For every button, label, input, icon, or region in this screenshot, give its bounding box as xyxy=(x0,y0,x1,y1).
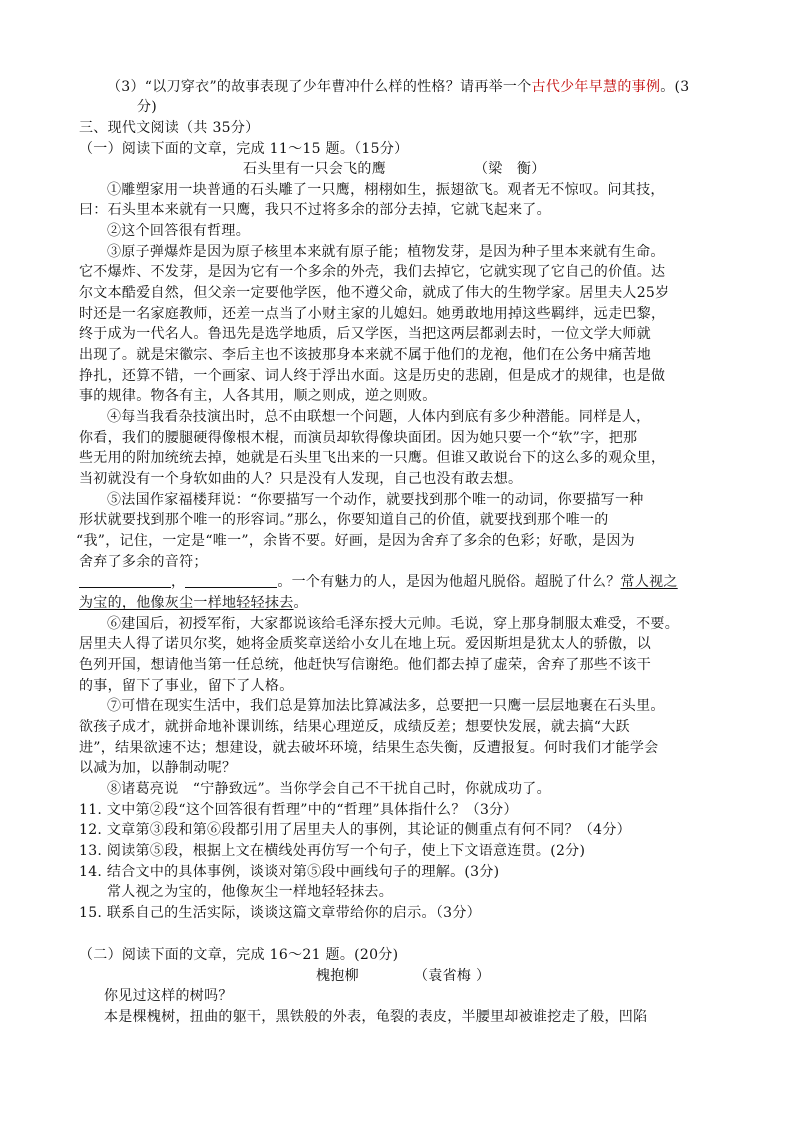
para2: ②这个回答很有哲理。 xyxy=(107,223,250,239)
para3-line6: 出现了。就是宋徽宗、李后主也不该披那身本来就不属于他们的龙袍，他们在公务中痛苦地 xyxy=(79,347,651,363)
para3-line1: ③原子弹爆炸是因为原子核里本来就有原子能；植物发芽，是因为种子里本来就有生命。 xyxy=(107,244,665,260)
para4-line3: 些无用的附加统统去掉，她就是石头里飞出来的一只鹰。但谁又敢说台下的这么多的观众里， xyxy=(79,450,666,466)
question-12: 12. 文章第③段和第⑥段都引用了居里夫人的事例，其论证的侧重点有何不同？（4分） xyxy=(79,822,631,838)
question-13: 13. 阅读第⑤段，根据上文在横线处再仿写一个句子，使上下文语意连贯。(2分) xyxy=(79,843,586,859)
question-3: （3）“以刀穿衣”的故事表现了少年曹冲什么样的性格？请再举一个古代少年早慧的事例。(3 xyxy=(107,79,690,95)
highlight-example: 的事例 xyxy=(617,79,661,95)
question-14: 14. 结合文中的具体事例，谈谈对第⑤段中画线句子的理解。(3分) xyxy=(79,864,500,880)
para3-line5: 终于成为一代名人。鲁迅先是选学地质，后又学医，当把这两层都剥去时，一位文学大师就 xyxy=(79,326,651,342)
para3-line3: 尔文本酷爱自然，但父亲一定要他学医，他不遵父命，就成了伟大的生物学家。居里夫人25岁 xyxy=(79,285,670,301)
para1-line1: ①雕塑家用一块普通的石头雕了一只鹰，栩栩如生，振翅欲飞。观者无不惊叹。问其技， xyxy=(107,182,665,198)
question-14-quote: 常人视之为宝的，他像灰尘一样地轻轻抹去。 xyxy=(107,884,393,900)
question-3-cont: 分) xyxy=(137,99,158,115)
part2-instruction: （二）阅读下面的文章，完成 16～21 题。(20分) xyxy=(79,947,399,963)
article2-author: （袁省梅 ） xyxy=(414,968,491,984)
para5-line3: “我”，记住，一定是“唯一”，余皆不要。好画，是因为舍弃了多余的色彩；好歌，是因为 xyxy=(76,533,635,549)
para7-line4: 以减为加，以静制动呢？ xyxy=(79,760,237,776)
para4-line1: ④每当我看杂技演出时，总不由联想一个问题，人体内到底有多少种潜能。同样是人， xyxy=(107,409,651,425)
para3-line8: 事的规律。物各有主，人各其用，顺之则成，逆之则败。 xyxy=(79,388,437,404)
para5-line5: ， 。一个有魅力的人，是因为他超凡脱俗。超脱了什么？常人视之 xyxy=(79,572,678,593)
question-15: 15. 联系自己的生活实际，谈谈这篇文章带给你的启示。（3分） xyxy=(79,905,481,921)
para4-line4: 当初就没有一个身软如曲的人？只是没有人发现，自己也没有敢去想。 xyxy=(79,471,523,487)
article2-title: 槐抱柳 xyxy=(316,968,359,984)
para6-line2: 居里夫人得了诺贝尔奖，她将金质奖章送给小女儿在地上玩。爱因斯坦是犹太人的骄傲，以 xyxy=(79,636,651,652)
part1-instruction: （一）阅读下面的文章，完成 11～15 题。（15分） xyxy=(79,141,409,157)
underlined-sentence-part1: 常人视之 xyxy=(620,574,678,590)
underlined-sentence-part2: 为宝的，他像灰尘一样地轻轻抹去 xyxy=(79,595,294,611)
para6-line1: ⑥建国后，初授军衔，大家都说该给毛泽东授大元帅。毛说，穿上那身制服太难受，不要。 xyxy=(107,616,679,632)
para5-line2: 形状就要找到那个唯一的形容词。”那么，你要知道自己的价值，就要找到那个唯一的 xyxy=(79,512,609,528)
para3-line7: 挣扎，还算不错，一个画家、词人终于浮出水面。这是历史的悲剧，但是成才的规律，也是做 xyxy=(79,368,666,384)
section-heading: 三、现代文阅读（共 35分） xyxy=(79,120,260,136)
para6-line4: 的事，留下了事业，留下了人格。 xyxy=(79,678,294,694)
question-11: 11. 文中第②段“这个回答很有哲理”中的“哲理”具体指什么？（3分） xyxy=(79,802,518,818)
para5-line1: ⑤法国作家福楼拜说：“你要描写一个动作，就要找到那个唯一的动词，你要描写一种 xyxy=(107,492,644,508)
highlight-ancient: 古代少年 xyxy=(531,79,589,95)
article2-para1: 你见过这样的树吗？ xyxy=(104,988,233,1004)
para7-line3: 进”，结果欲速不达；想建设，就去破坏环境，结果生态失衡，反遭报复。何时我们才能学会 xyxy=(79,740,659,756)
fill-blank-1[interactable] xyxy=(79,573,171,588)
para5-line4: 舍弃了多余的音符； xyxy=(79,554,208,570)
highlight-precocious: 早慧 xyxy=(588,79,618,95)
article2-para2: 本是棵槐树，扭曲的躯干，黑铁般的外表，龟裂的表皮，半腰里却被谁挖走了般，凹陷 xyxy=(104,1009,648,1025)
article1-title: 石头里有一只会飞的鹰 xyxy=(243,161,386,177)
para1-line2: 曰：石头里本来就有一只鹰，我只不过将多余的部分去掉，它就飞起来了。 xyxy=(79,202,551,218)
para4-line2: 你看，我们的腰腿硬得像根木棍，而演员却软得像块面团。因为她只要一个“软”字，把那 xyxy=(79,430,638,446)
para6-line3: 色列开国，想请他当第一任总统，他赶快写信谢绝。他们都去掉了虚荣，舍弃了那些不该干 xyxy=(79,657,651,673)
para5-line6: 为宝的，他像灰尘一样地轻轻抹去。 xyxy=(79,595,308,611)
para3-line2: 它不爆炸、不发芽，是因为它有一个多余的外壳，我们去掉它，它就实现了它自己的价值。达 xyxy=(79,264,666,280)
para8: ⑧诸葛亮说 “宁静致远”。当你学会自己不干扰自己时，你就成功了。 xyxy=(107,781,551,797)
para3-line4: 时还是一名家庭教师，还差一点当了小财主家的儿媳妇。她勇敢地用掉这些羁绊，远走巴黎， xyxy=(79,306,666,322)
para7-line1: ⑦可惜在现实生活中，我们总是算加法比算减法多，总要把一只鹰一层层地裹在石头里。 xyxy=(107,698,665,714)
para7-line2: 欲孩子成才，就拼命地补课训练，结果心理逆反，成绩反差；想要快发展，就去搞“大跃 xyxy=(79,719,630,735)
article1-author: （梁 衡） xyxy=(474,161,546,177)
fill-blank-2[interactable] xyxy=(185,573,277,588)
